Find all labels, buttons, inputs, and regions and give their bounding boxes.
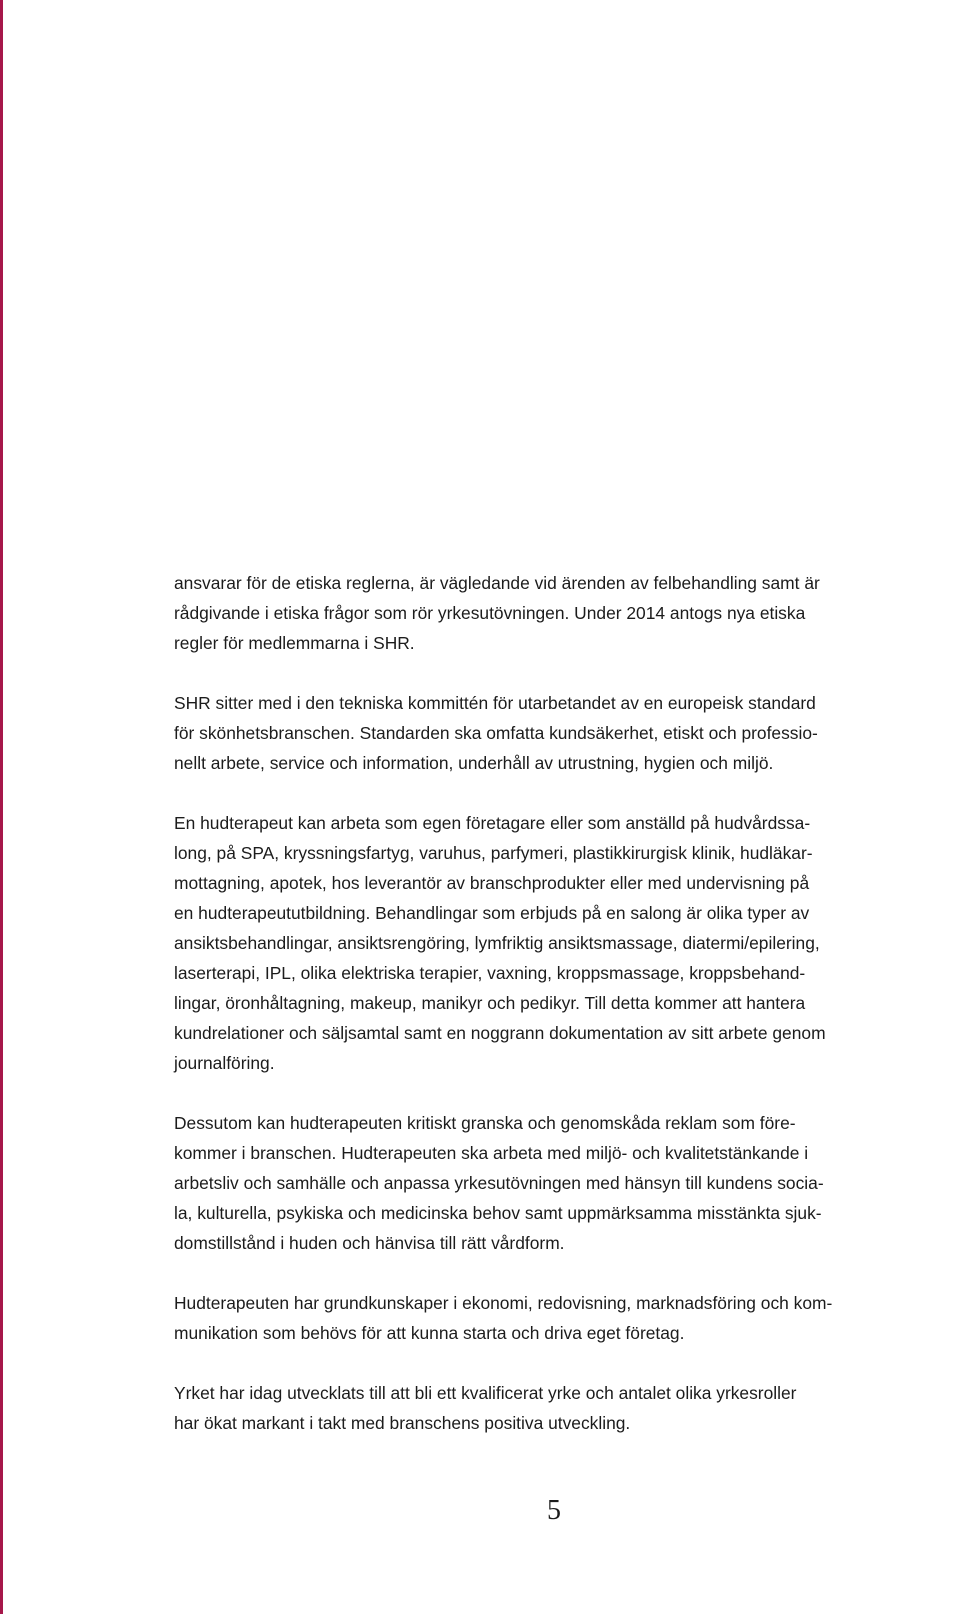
text-line: regler för medlemmarna i SHR.	[174, 633, 415, 653]
text-line: ansiktsbehandlingar, ansiktsrengöring, lymfriktig ansiktsmassage, diatermi/epilering,	[174, 933, 820, 953]
text-line: nellt arbete, service och information, underhåll av utrustning, hygien och miljö.	[174, 753, 774, 773]
paragraph-european-standard	[174, 688, 944, 778]
paragraph-ethics-council	[174, 568, 944, 658]
text-line: kommer i branschen. Hudterapeuten ska arbeta med miljö- och kvalitetstänkande i	[174, 1143, 809, 1163]
paragraph-critical-review	[174, 1108, 944, 1258]
body-text	[174, 568, 944, 1468]
text-line: Dessutom kan hudterapeuten kritiskt granska och genomskåda reklam som före-	[174, 1113, 796, 1133]
text-line: Yrket har idag utvecklats till att bli ett kvalificerat yrke och antalet olika yrkesroller	[174, 1383, 797, 1403]
text-line: munikation som behövs för att kunna starta och driva eget företag.	[174, 1323, 685, 1343]
text-line: journalföring.	[174, 1053, 275, 1073]
text-line: SHR sitter med i den tekniska kommittén för utarbetandet av en europeisk standard	[174, 693, 816, 713]
text-line: rådgivande i etiska frågor som rör yrkesutövningen. Under 2014 antogs nya etiska	[174, 603, 806, 623]
text-line: har ökat markant i takt med branschens positiva utveckling.	[174, 1413, 631, 1433]
text-line: laserterapi, IPL, olika elektriska terapier, vaxning, kroppsmassage, kroppsbehand-	[174, 963, 806, 983]
text-line: en hudterapeututbildning. Behandlingar som erbjuds på en salong är olika typer av	[174, 903, 810, 923]
text-line: En hudterapeut kan arbeta som egen företagare eller som anställd på hudvårdssa-	[174, 813, 811, 833]
text-line: la, kulturella, psykiska och medicinska behov samt uppmärksamma misstänkta sjuk-	[174, 1203, 822, 1223]
text-line: mottagning, apotek, hos leverantör av branschprodukter eller med undervisning på	[174, 873, 810, 893]
page-edge-accent-bar	[0, 0, 3, 1614]
paragraph-workplaces-treatments	[174, 808, 944, 1078]
paragraph-business-skills	[174, 1288, 944, 1348]
page-number: 5	[547, 1495, 561, 1526]
text-line: för skönhetsbranschen. Standarden ska omfatta kundsäkerhet, etiskt och professio-	[174, 723, 818, 743]
text-line: domstillstånd i huden och hänvisa till rätt vårdform.	[174, 1233, 565, 1253]
text-line: Hudterapeuten har grundkunskaper i ekonomi, redovisning, marknadsföring och kom-	[174, 1293, 833, 1313]
text-line: kundrelationer och säljsamtal samt en noggrann dokumentation av sitt arbete genom	[174, 1023, 826, 1043]
text-line: ansvarar för de etiska reglerna, är vägledande vid ärenden av felbehandling samt är	[174, 573, 820, 593]
text-line: arbetsliv och samhälle och anpassa yrkesutövningen med hänsyn till kundens socia-	[174, 1173, 824, 1193]
text-line: long, på SPA, kryssningsfartyg, varuhus, parfymeri, plastikkirurgisk klinik, hudläkar-	[174, 843, 813, 863]
text-line: lingar, öronhåltagning, makeup, manikyr och pedikyr. Till detta kommer att hantera	[174, 993, 806, 1013]
paragraph-profession-development	[174, 1378, 944, 1438]
